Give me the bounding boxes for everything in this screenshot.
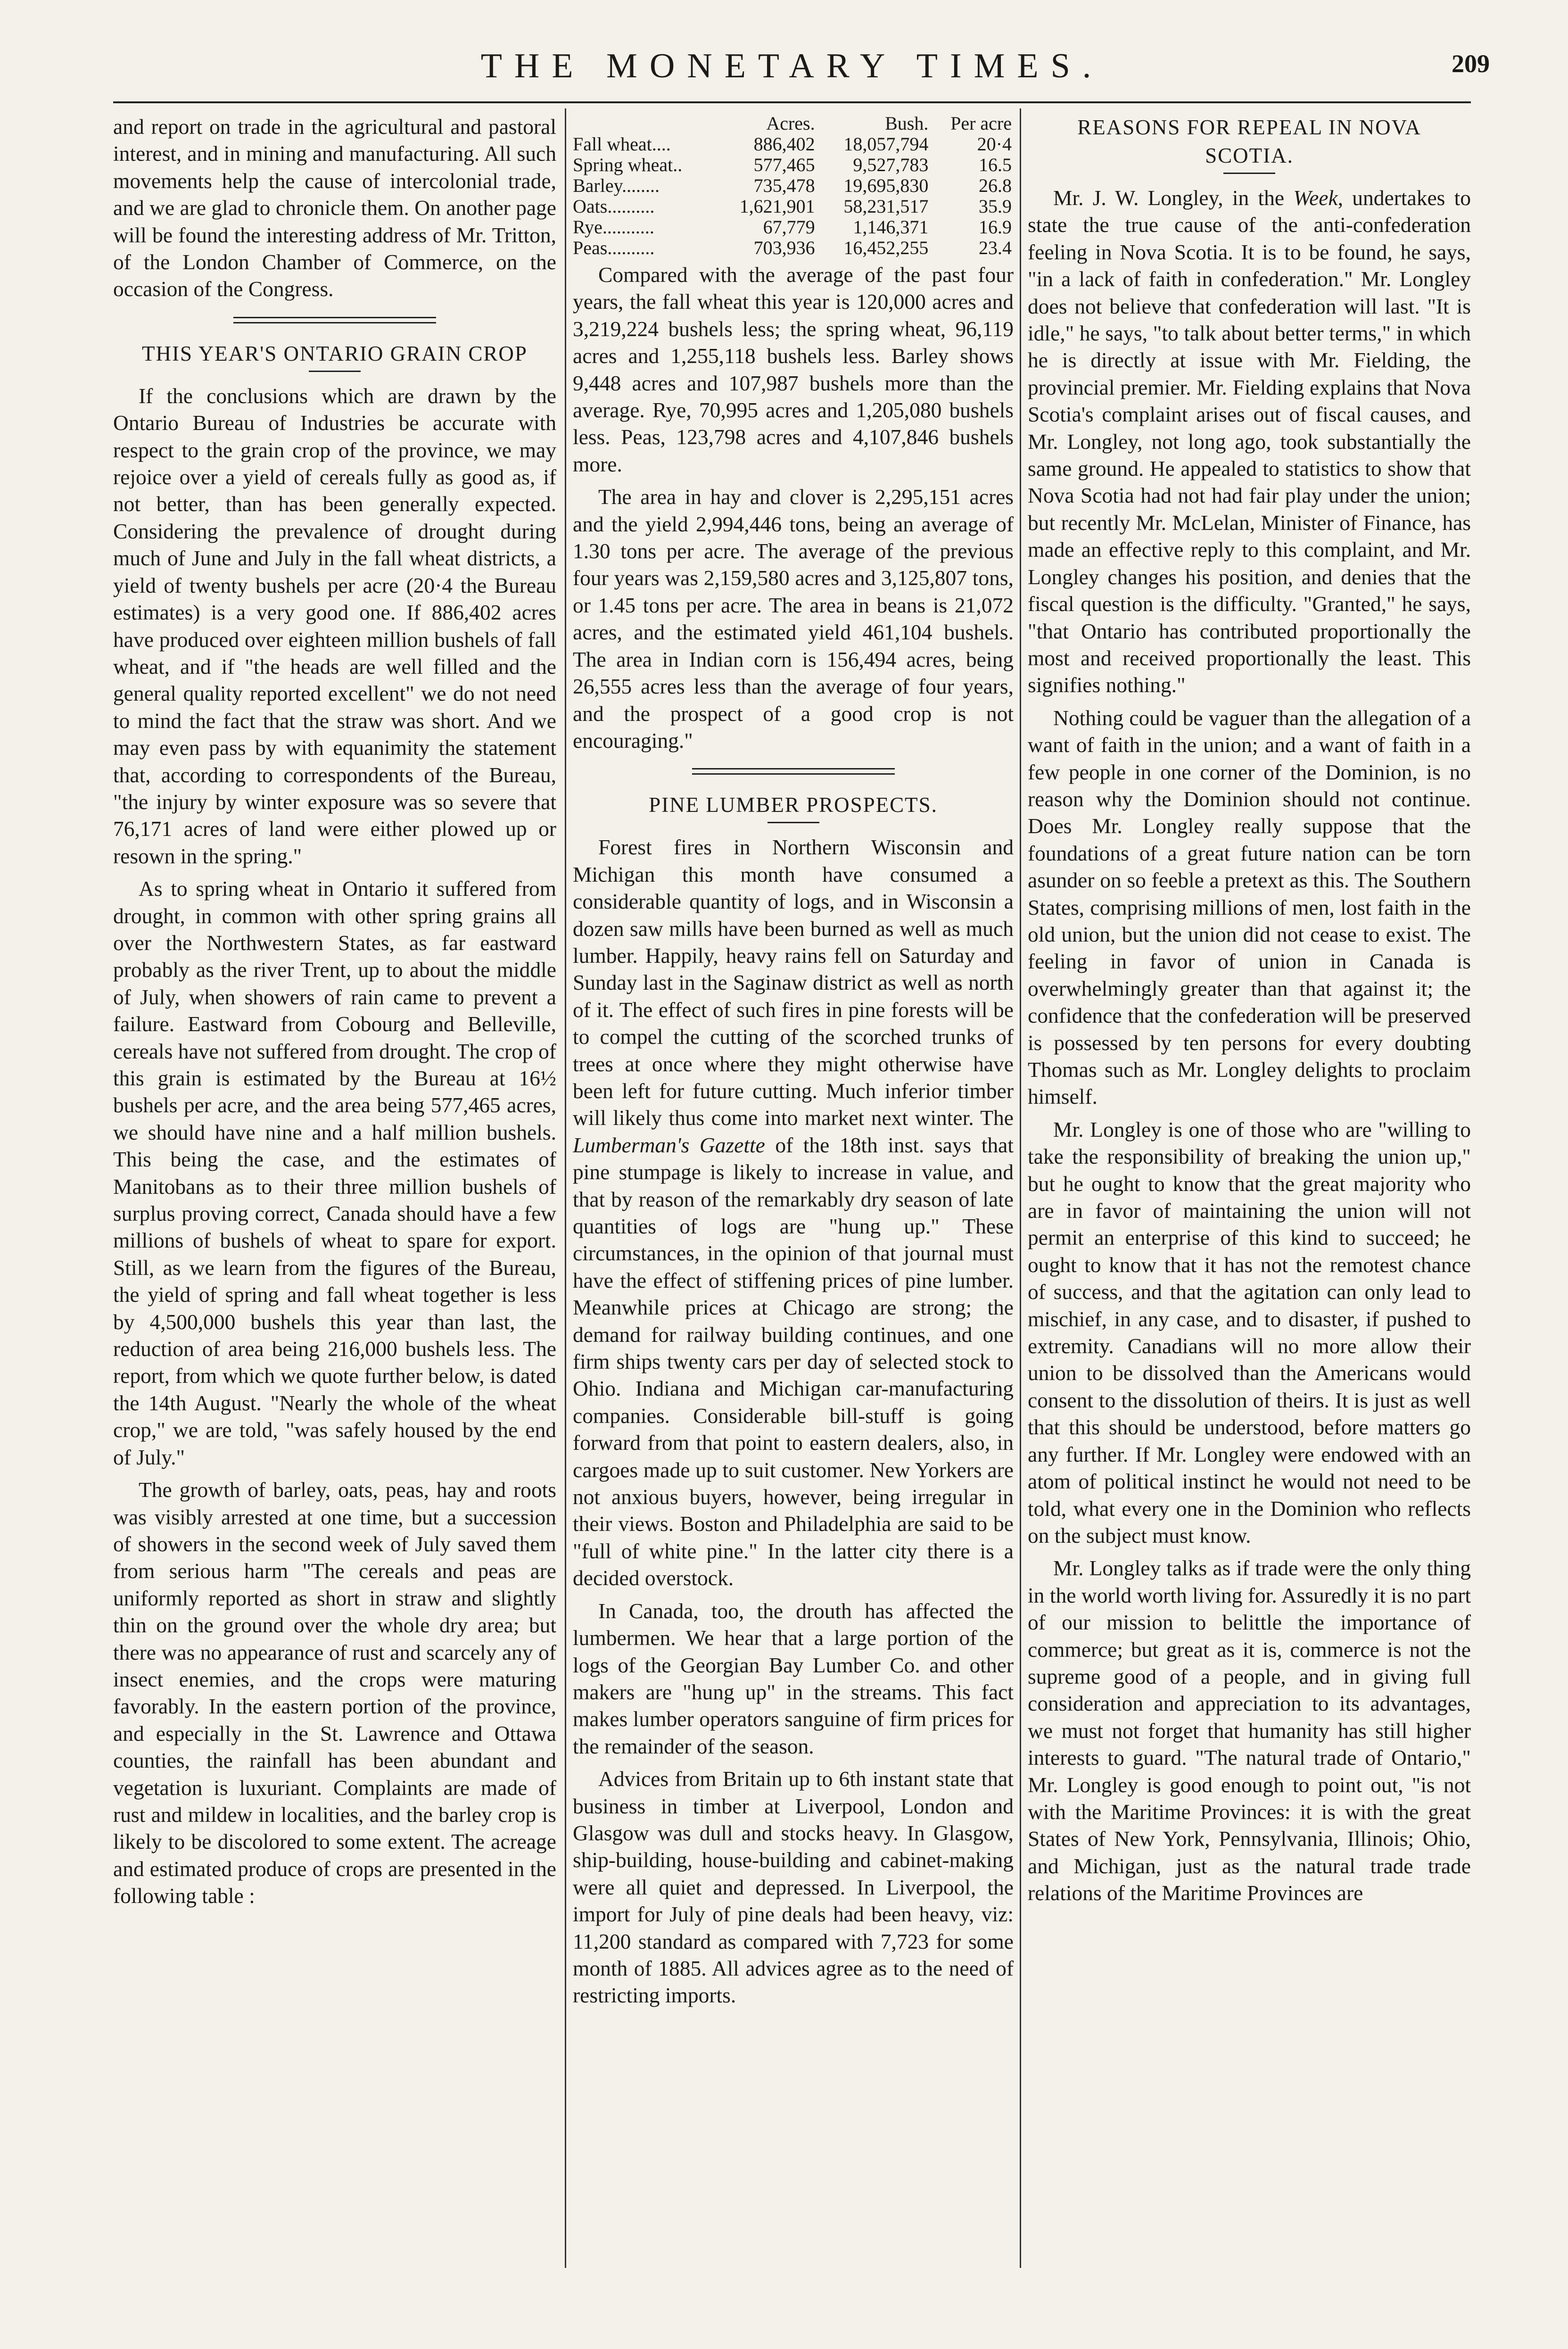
crop-acres: 67,779 (763, 216, 815, 238)
table-row (573, 196, 1014, 217)
crop-bushels: 18,057,794 (843, 133, 929, 155)
column-3 (1028, 113, 1471, 2263)
crop-table-header (573, 113, 1014, 134)
heading-dash (309, 371, 361, 372)
publication-name: Week (1293, 186, 1338, 210)
crop-bushels: 9,527,783 (853, 154, 929, 175)
text-run: of the 18th inst. says that pine stumpage is likely to increase in value, and that by reason of the remarkably dry season of late quantities of logs are "hung up." These circumstances, in the opinion of that journal must have the effect of stiffening prices of pine lumber. Meanwhile prices at Chicago are strong; the demand for railway building continues, and one firm ships twenty cars per day of selected stock to Ohio. Indiana and Michigan car-manufacturing companies. Considerable bill-stuff is going forward from that point to eastern dealers, also, in cargoes made up to suit customer. New Yorkers are not anxious buyers, however, being irregular in their views. Boston and Philadelphia are said to be "full of white pine." In the latter city there is a decided overstock. (573, 1133, 1014, 1590)
article-paragraph: The area in hay and clover is 2,295,151 acres and the yield 2,994,446 tons, being an average of 1.30 tons per acre. The average of the previous four years was 2,159,580 acres and 3,125,807 tons, or 1.45 tons per acre. The area in beans is 21,072 acres, and the estimated yield 461,104 bushels. The area in Indian corn is 156,494 acres, being 26,555 acres less than the average of four years, and the prospect of a good crop is not encouraging." (573, 485, 1014, 753)
article-paragraph: In Canada, too, the drouth has affected the lumbermen. We hear that a large portion of the logs of the Georgian Bay Lumber Co. and other makers are "hung up" in the streams. This fact makes lumber operators sanguine of firm prices for the remainder of the season. (573, 1598, 1014, 1758)
column-1 (113, 113, 556, 2263)
heading-line: REASONS FOR REPEAL IN NOVA (1077, 116, 1421, 139)
crop-per-acre: 35.9 (979, 196, 1012, 217)
heading-line: SCOTIA. (1205, 144, 1294, 167)
crop-name: Fall wheat.... (573, 133, 671, 155)
column-2 (573, 113, 1014, 2263)
crop-per-acre: 16.9 (979, 216, 1012, 238)
heading-dash (767, 822, 819, 823)
crop-acres: 735,478 (753, 175, 815, 196)
crop-name: Peas.......... (573, 237, 655, 258)
crop-bushels: 19,695,830 (843, 175, 929, 196)
lumber-heading: PINE LUMBER PROSPECTS. (649, 793, 938, 817)
header-cell (573, 113, 715, 134)
crop-acres: 1,621,901 (739, 196, 815, 217)
table-row (573, 155, 1014, 175)
article-paragraph (573, 834, 1014, 1591)
crop-name: Spring wheat.. (573, 154, 683, 175)
crop-name: Rye........... (573, 216, 654, 238)
crop-bushels: 58,231,517 (843, 196, 929, 217)
article-paragraph: As to spring wheat in Ontario it suffered from drought, in common with other spring grains all over the Northwestern States, as far eastward probably as the river Trent, up to about the middle of July, when showers of rain came to prevent a failure. Eastward from Cobourg and Belleville, cereals have not suffered from drought. The crop of this grain is estimated by the Bureau at 16½ bushels per acre, and the area being 577,465 acres, we should have nine and a half million bushels. This being the case, and the estimates of Manitobans as to their three million bushels of surplus proving correct, Canada should have a few millions of bushels of wheat to spare for export. Still, as we learn from the figures of the Bureau, the yield of spring and fall wheat together is less by 4,500,000 bushels this year than last, the reduction of area being 216,000 bushels less. The report, from which we quote further below, is dated the 14th August. "Nearly the whole of the wheat crop," we are told, "was safely housed by the end of July." (113, 877, 556, 1469)
publication-name: Lumberman's Gazette (573, 1133, 765, 1157)
text-run: Forest fires in Northern Wisconsin and Michigan this month have consumed a considerable quantity of logs, and in Wisconsin a dozen saw mills have been burned as well as much lumber. Happily, heavy rains fell on Saturday and Sunday last in the Saginaw district as well as north of it. The effect of such fires in pine forests will be to compel the cutting of the scorched trunks of trees at once where they might otherwise have been left for future cutting. Much inferior timber will likely thus come into market next winter. The (573, 835, 1014, 1130)
masthead (113, 43, 1490, 100)
text-run: , undertakes to state the true cause of the anti-confederation feeling in Nova Scotia. It is to be found, he says, "in a lack of faith in confederation." Mr. Longley does not believe that confederation will last. "It is idle," he says, "to talk about better terms," in which he is directly at issue with Mr. Fielding, the provincial premier. Mr. Fielding explains that Nova Scotia's complaint arises out of fiscal causes, and Mr. Longley, not long ago, took substantially the same ground. He appealed to statistics to show that Nova Scotia had not had fair play under the union; but recently Mr. McLelan, Minister of Finance, has made an effective reply to this complaint, and Mr. Longley changes his position, and denies that the fiscal question is the difficulty. "Granted," he says, "that Ontario has contributed proportionally the most and received proportionally the least. This signifies nothing." (1028, 186, 1471, 697)
intro-paragraph: and report on trade in the agricultural and pastoral interest, and in mining and manufacturing. All such movements help the cause of intercolonial trade, and we are glad to chronicle them. On another page will be found the interesting address of Mr. Tritton, of the London Chamber of Commerce, on the occasion of the Congress. (113, 115, 556, 301)
article-paragraph: Mr. Longley talks as if trade were the only thing in the world worth living for. Assuredly it is no part of our mission to belittle the importance of commerce; but great as it is, commerce is not the supreme good of a people, and in giving full consideration and appreciation to its advantages, we must not forget that humanity has still higher interests to guard. "The natural trade of Ontario," Mr. Longley is good enough to point out, "is not with the Maritime Provinces: it is with the great States of New York, Pennsylvania, Illinois; Ohio, and Michigan, just as the natural trade trade relations of the Maritime Provinces are (1028, 1556, 1471, 1905)
column-rule-right (1020, 108, 1021, 2268)
crop-acres: 577,465 (753, 154, 815, 175)
text-run: Mr. J. W. Longley, in the (1053, 186, 1294, 210)
column-rule-left (565, 108, 566, 2268)
header-cell: Acres. (766, 113, 815, 134)
crop-name: Oats.......... (573, 196, 655, 217)
crop-per-acre: 16.5 (979, 154, 1012, 175)
grain-crop-heading: THIS YEAR'S ONTARIO GRAIN CROP (142, 341, 528, 365)
crop-name: Barley........ (573, 175, 660, 196)
crop-bushels: 16,452,255 (843, 237, 929, 258)
section-separator (692, 768, 895, 775)
article-paragraph: If the conclusions which are drawn by the Ontario Bureau of Industries be accurate with respect to the grain crop of the province, we may rejoice over a yield of cereals fully as good as, if not better, than has been generally expected. Considering the prevalence of drought during much of June and July in the fall wheat districts, a yield of twenty bushels per acre (20·4 the Bureau estimates) is a very good one. If 886,402 acres have produced over eighteen million bushels of fall wheat, and if "the heads are well filled and the general quality reported excellent" we do not need to mind the fact that the straw was short. And we may even pass by with equanimity the statement that, according to correspondents of the Bureau, "the injury by winter exposure was so severe that 76,171 acres of land were either plowed up or resown in the spring." (113, 383, 556, 868)
article-paragraph: Nothing could be vaguer than the allegation of a want of faith in the union; and a want of faith in a few people in one corner of the Dominion, is no reason why the Dominion should not continue. Does Mr. Longley really suppose that the foundations of a great future nation can be torn asunder on so feeble a pretext as this. The Southern States, comprising millions of men, lost faith in the old union, but the union did not cease to exist. The feeling in favor of union in Canada is overwhelmingly greater than that against it; the confidence that the confederation will be preserved is possessed by ten persons for every doubting Thomas such as Mr. Longley delights to proclaim himself. (1028, 705, 1471, 1109)
table-row (573, 134, 1014, 155)
table-row (573, 217, 1014, 238)
masthead-rule (113, 101, 1471, 103)
nova-scotia-heading (1028, 113, 1471, 170)
heading-dash (1223, 173, 1275, 174)
section-separator (233, 317, 436, 323)
crop-table (573, 113, 1014, 258)
article-paragraph: Mr. Longley is one of those who are "willing to take the responsibility of breaking the union up," but he ought to know that the great majority who are in favor of maintaining the union will not permit an enterprise of this kind to succeed; he ought to know that it has not the remotest chance of success, and that the agitation can only lead to mischief, in any case, and to disaster, if pushed to extremity. Canadians will no more allow their union to be dissolved than the Americans would consent to the dissolution of theirs. It is just as well that this should be understood, before matters go any further. If Mr. Longley were endowed with an atom of political instinct he would not need to be told, what every one in the Dominion who reflects on the subject must know. (1028, 1117, 1471, 1547)
newspaper-title: THE MONETARY TIMES. (480, 47, 1104, 85)
table-row (573, 175, 1014, 196)
article-paragraph: The growth of barley, oats, peas, hay and roots was visibly arrested at one time, but a succession of showers in the second week of July saved them from serious harm "The cereals and peas are uniformly reported as short in straw and slightly thin on the ground over the whole dry area; but there was no appearance of rust and scarcely any of insect enemies, and the crops were maturing favorably. In the eastern portion of the province, and especially in the St. Lawrence and Ottawa counties, the rainfall has been abundant and vegetation is luxuriant. Complaints are made of rust and mildew in localities, and the barley crop is likely to be discolored to some extent. The acreage and estimated produce of crops are presented in the following table : (113, 1478, 556, 1908)
header-cell: Bush. (885, 113, 929, 134)
crop-per-acre: 20·4 (977, 133, 1012, 155)
crop-per-acre: 26.8 (979, 175, 1012, 196)
table-row (573, 238, 1014, 258)
article-paragraph (1028, 184, 1471, 699)
page-number: 209 (1452, 50, 1490, 78)
crop-bushels: 1,146,371 (853, 216, 929, 238)
article-paragraph: Compared with the average of the past four years, the fall wheat this year is 120,000 acres and 3,219,224 bushels less; the spring wheat, 96,119 acres and 1,255,118 bushels less. Barley shows 9,448 acres and 107,987 bushels more than the average. Rye, 70,995 acres and 1,205,080 bushels less. Peas, 123,798 acres and 4,107,846 bushels more. (573, 263, 1014, 476)
crop-per-acre: 23.4 (979, 237, 1012, 258)
crop-acres: 886,402 (753, 133, 815, 155)
article-paragraph: Advices from Britain up to 6th instant state that business in timber at Liverpool, London and Glasgow was dull and stocks heavy. In Glasgow, ship-building, house-building and cabinet-making were all quiet and depressed. In Liverpool, the import for July of pine deals had been heavy, viz: 11,200 standard as compared with 7,723 for some month of 1885. All advices agree as to the need of restricting imports. (573, 1767, 1014, 2008)
crop-acres: 703,936 (753, 237, 815, 258)
header-cell: Per acre (950, 113, 1012, 134)
